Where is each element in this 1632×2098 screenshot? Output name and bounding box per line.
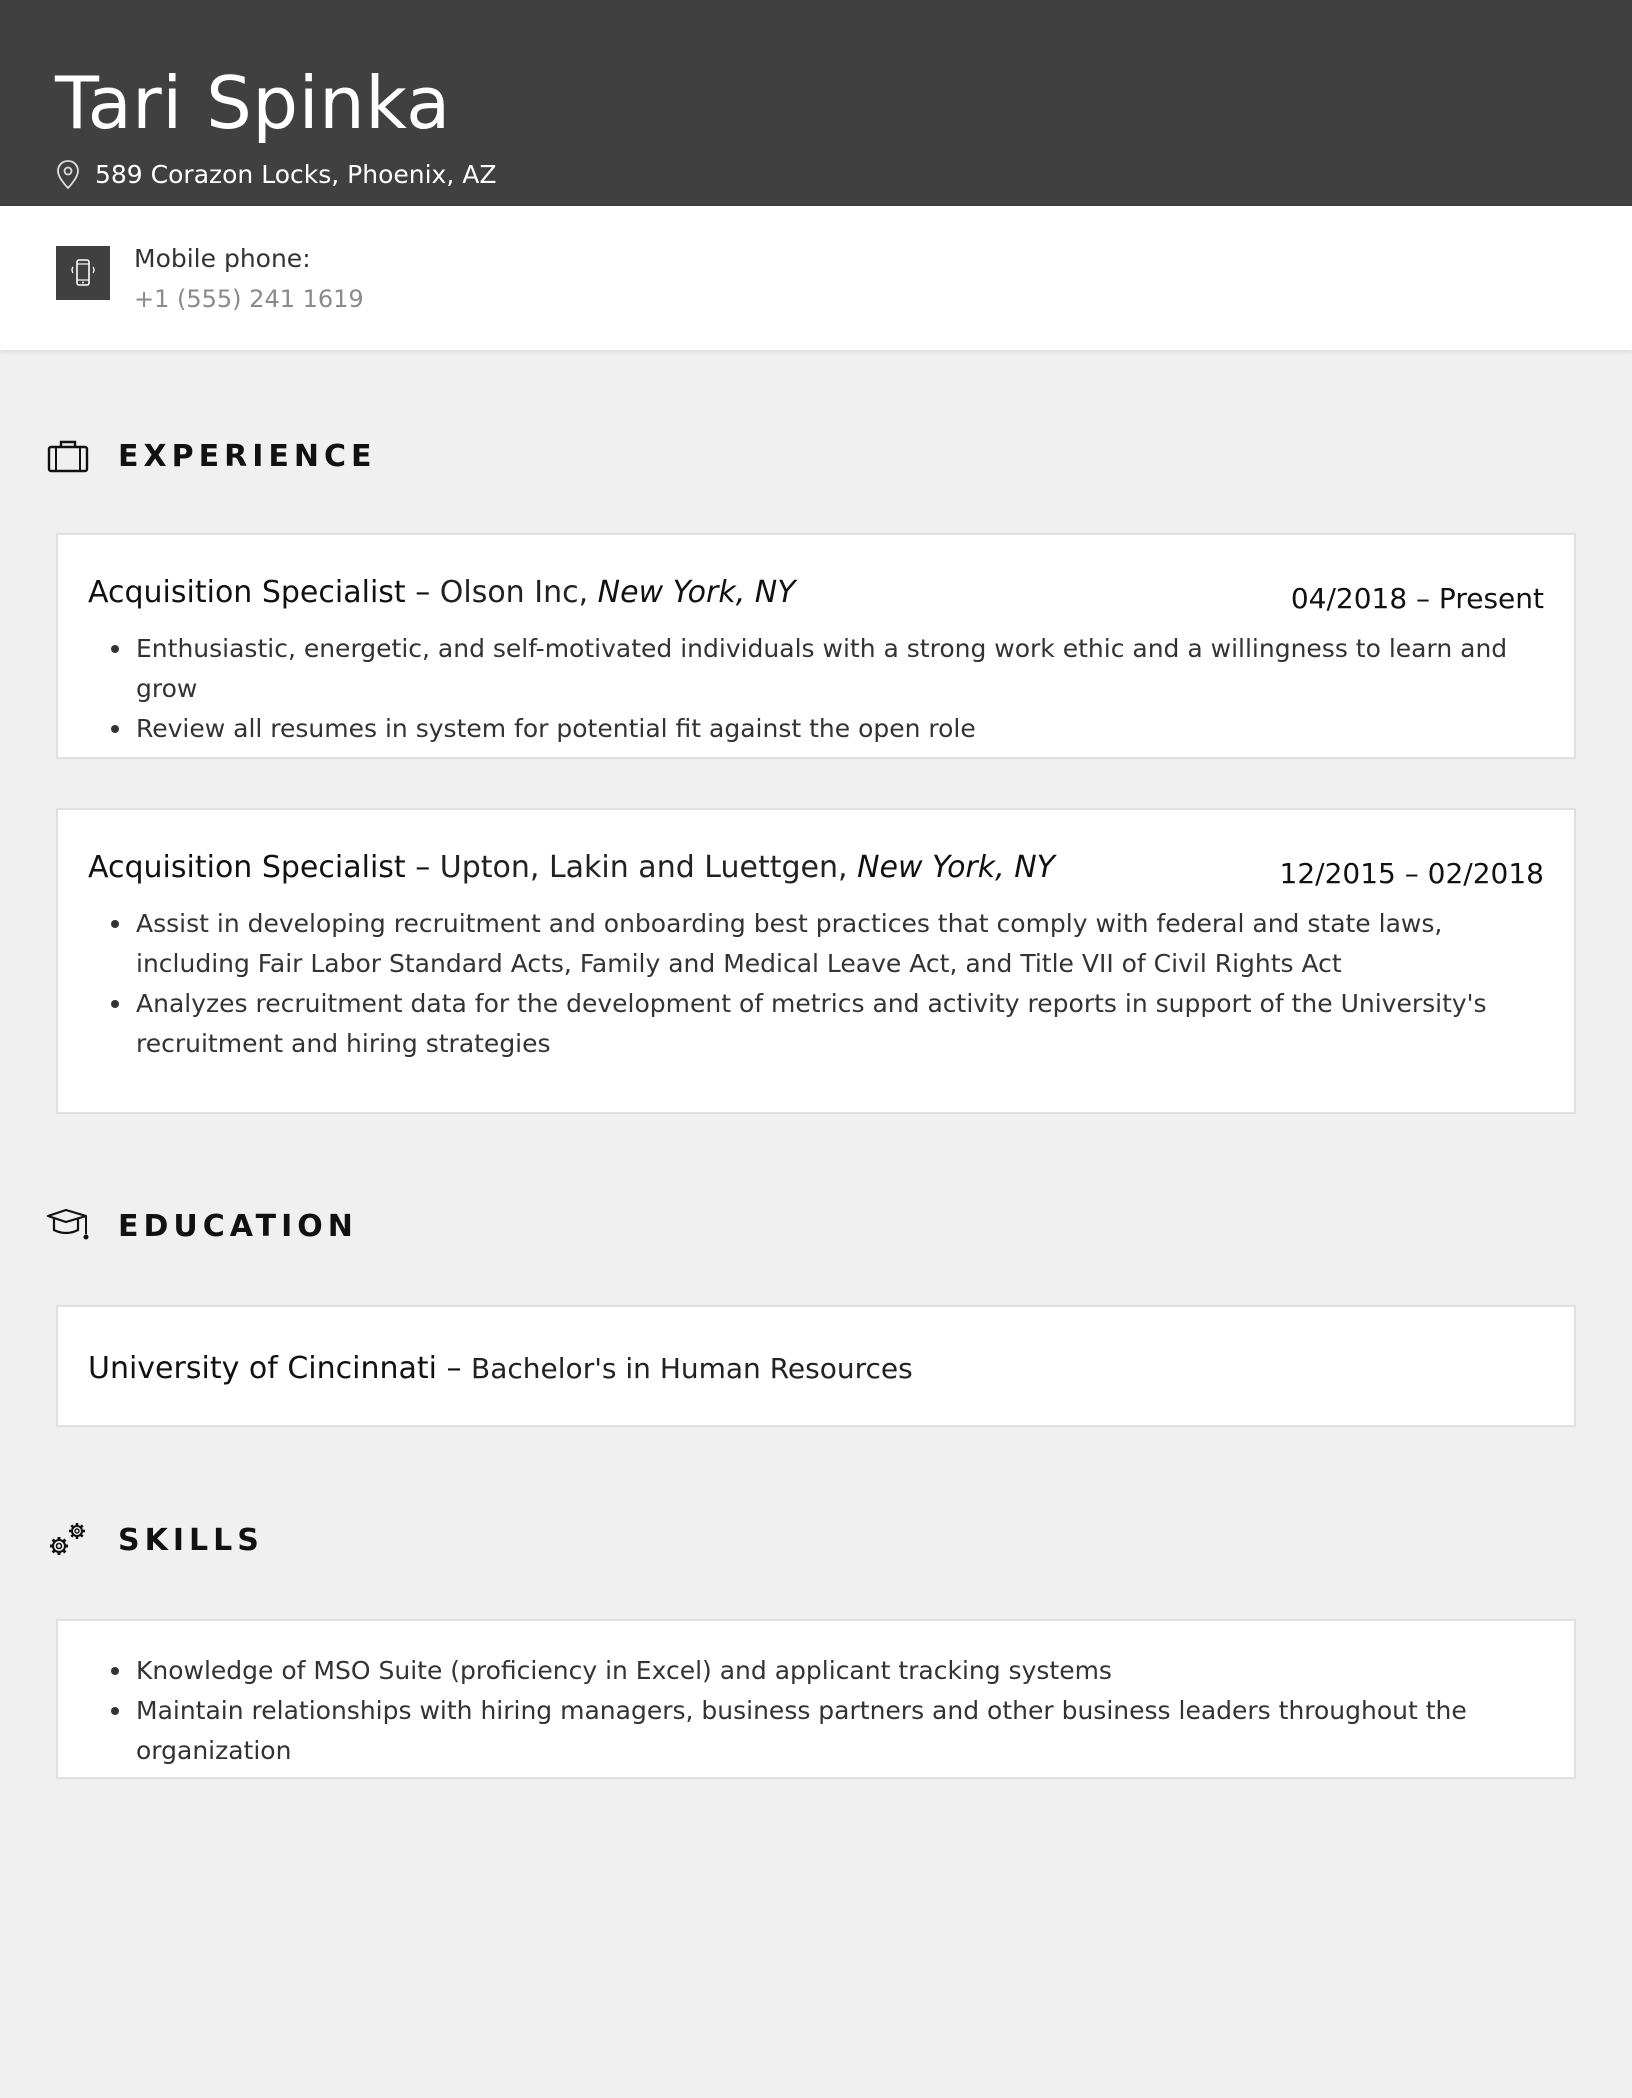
list-item: Assist in developing recruitment and onboarding best practices that comply with federal and state laws, including Fair Labor Standard Acts, Family and Medical Leave Act, and Title VII of Civil Rights Act xyxy=(136,904,1544,984)
company-name: Upton, Lakin and Luettgen, xyxy=(439,850,848,885)
job-location: New York, NY xyxy=(597,575,796,610)
job-separator: – xyxy=(405,850,440,885)
address-text: 589 Corazon Locks, Phoenix, AZ xyxy=(95,160,497,189)
education-heading xyxy=(46,1206,358,1246)
job-title: Acquisition Specialist xyxy=(88,575,406,610)
education-line xyxy=(88,1349,913,1389)
job-bullets xyxy=(136,629,1544,749)
experience-item xyxy=(56,533,1576,759)
job-heading xyxy=(88,848,1055,888)
job-bullets xyxy=(136,904,1544,1064)
degree: Bachelor's in Human Resources xyxy=(471,1352,913,1385)
mobile-phone-icon xyxy=(56,246,110,300)
resume-header xyxy=(0,0,1632,206)
job-separator: – xyxy=(405,575,440,610)
experience-heading xyxy=(46,436,376,476)
job-heading xyxy=(88,573,796,613)
briefcase-icon xyxy=(46,436,90,476)
phone-label: Mobile phone: xyxy=(134,244,311,273)
job-dates: 12/2015 – 02/2018 xyxy=(1279,857,1544,890)
contact-bar xyxy=(0,206,1632,350)
company-name: Olson Inc, xyxy=(439,575,589,610)
job-location: New York, NY xyxy=(857,850,1055,885)
experience-title: EXPERIENCE xyxy=(118,438,377,474)
skills-title: SKILLS xyxy=(118,1522,264,1558)
experience-item xyxy=(56,808,1576,1114)
list-item: Analyzes recruitment data for the development of metrics and activity reports in support of the University's recruitment and hiring strategies xyxy=(136,984,1544,1064)
skills-heading xyxy=(46,1520,264,1560)
education-separator: – xyxy=(436,1351,472,1386)
phone-number: +1 (555) 241 1619 xyxy=(134,285,364,313)
school-name: University of Cincinnati xyxy=(88,1351,437,1386)
skills-list xyxy=(136,1651,1544,1771)
job-dates: 04/2018 – Present xyxy=(1290,582,1544,615)
list-item: Enthusiastic, energetic, and self-motivated individuals with a strong work ethic and a willingness to learn and grow xyxy=(136,629,1544,709)
candidate-name: Tari Spinka xyxy=(55,61,451,145)
job-title: Acquisition Specialist xyxy=(88,850,406,885)
list-item: Knowledge of MSO Suite (proficiency in Excel) and applicant tracking systems xyxy=(136,1651,1544,1691)
list-item: Maintain relationships with hiring managers, business partners and other business leaders throughout the organization xyxy=(136,1691,1544,1771)
education-title: EDUCATION xyxy=(118,1208,358,1244)
education-item xyxy=(56,1305,1576,1427)
location-pin-icon xyxy=(55,159,81,191)
graduation-cap-icon xyxy=(46,1206,90,1246)
list-item: Review all resumes in system for potential fit against the open role xyxy=(136,709,1544,749)
gears-icon xyxy=(46,1520,90,1560)
address-line xyxy=(55,158,496,192)
skills-card xyxy=(56,1619,1576,1779)
